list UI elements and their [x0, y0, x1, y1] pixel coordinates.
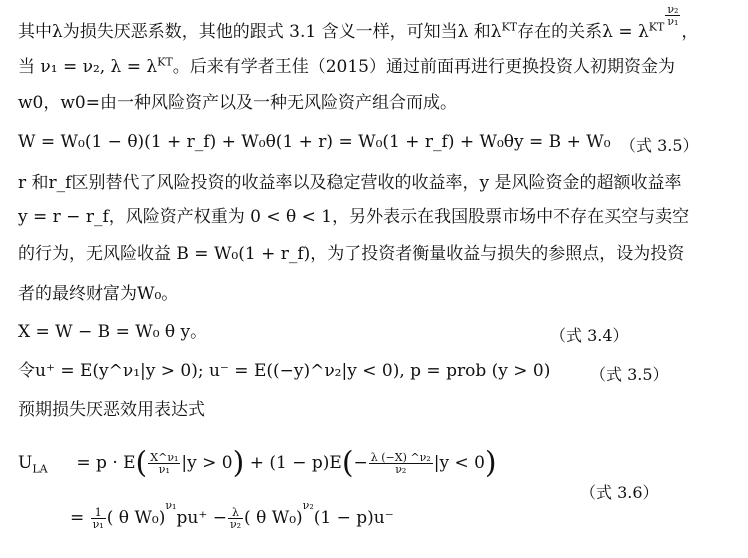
- superscript: KT: [501, 20, 518, 34]
- equation-tag: （式 3.5）: [590, 365, 669, 384]
- subscript: LA: [32, 462, 48, 476]
- equation-ula-row1: $U_{LA} = p \cdot E$( $\frac{\text{X\textasciicircum{}ν₁}}{\text{ν₁}}$ |y > 0) + (1 − p)E(− $\frac{\text{λ (−X) \textasciicircum{}ν₂}}{\text{ν₂}}$ |y < 0): [18, 445, 497, 481]
- exponent-fraction: $\frac{\text{ν₂}}{\text{ν₁}}$: [667, 3, 679, 28]
- equation-u: 令u⁺ = E(y^ν₁|y > 0); u⁻ = E((−y)^ν₂|y < 0), p = prob (y > 0): [18, 361, 551, 381]
- superscript: ν₂: [302, 499, 314, 512]
- superscript: KT: [648, 20, 665, 34]
- symbol-u: U: [18, 453, 33, 473]
- superscript: KT: [157, 55, 173, 69]
- equation-w: W = W₀(1 − θ)(1 + r_f) + W₀θ(1 + r) = W₀(1 + r_f) + W₀θy = B + W₀: [18, 132, 611, 152]
- equation-x: X = W − B = W₀ θ y。: [18, 322, 208, 342]
- paragraph-line-6: y = r − r_f，风险资产权重为 0 < θ < 1，另外表示在我国股票市场中不存在买空与卖空: [18, 207, 690, 227]
- paragraph-line-8: 者的最终财富为W₀。: [18, 284, 179, 304]
- paragraph-line-11: 预期损失厌恶效用表达式: [18, 400, 205, 420]
- fraction: $\frac{\text{X\textasciicircum{}ν₁}}{\text{ν₁}}$: [150, 451, 179, 476]
- paragraph-line-3: w0，w0=由一种风险资产以及一种无风险资产组合而成。: [18, 93, 457, 113]
- fraction: $\frac{\lambda}{\text{ν₂}}$: [229, 506, 242, 531]
- text-segment: 当 ν₁ = ν₂, λ = λ: [18, 57, 158, 77]
- fraction: $\frac{\text{λ (−X) \textasciicircum{}ν₂}}{\text{ν₂}}$: [370, 451, 431, 476]
- paragraph-line-7: 的行为，无风险收益 B = W₀(1 + r_f)，为了投资者衡量收益与损失的参照点，设为投资: [18, 244, 685, 264]
- text-segment: 其中λ为损失厌恶系数，其他的跟式 3.1 含义一样，可知当λ 和λ: [18, 22, 502, 42]
- fraction: $\frac{1}{\text{ν₁}}$: [92, 506, 104, 531]
- text-segment: 。后来有学者王佳（2015）通过前面再进行更换投资人初期资金为: [172, 57, 675, 77]
- paragraph-line-1: [18, 4, 698, 43]
- equation-ula-row2: = $\frac{1}{\text{ν₁}}$ ( θ W₀)$^{\nu_1}$pu⁺ − $\frac{\lambda}{\text{ν₂}}$ ( θ W₀)$^{\nu_2}$(1 − p)u⁻: [70, 499, 394, 531]
- paragraph-line-2: [18, 56, 675, 78]
- paragraph-line-5: r 和r_f区别替代了风险投资的收益率以及稳定营收的收益率，y 是风险资金的超额收益率: [18, 173, 682, 193]
- text-segment: ，: [681, 22, 699, 42]
- text-segment: 存在的关系λ = λ: [517, 22, 649, 42]
- equation-tag: （式 3.5）: [620, 136, 699, 155]
- equation-tag: （式 3.6）: [580, 483, 659, 502]
- superscript: ν₁: [165, 499, 177, 512]
- equation-tag: （式 3.4）: [550, 326, 629, 345]
